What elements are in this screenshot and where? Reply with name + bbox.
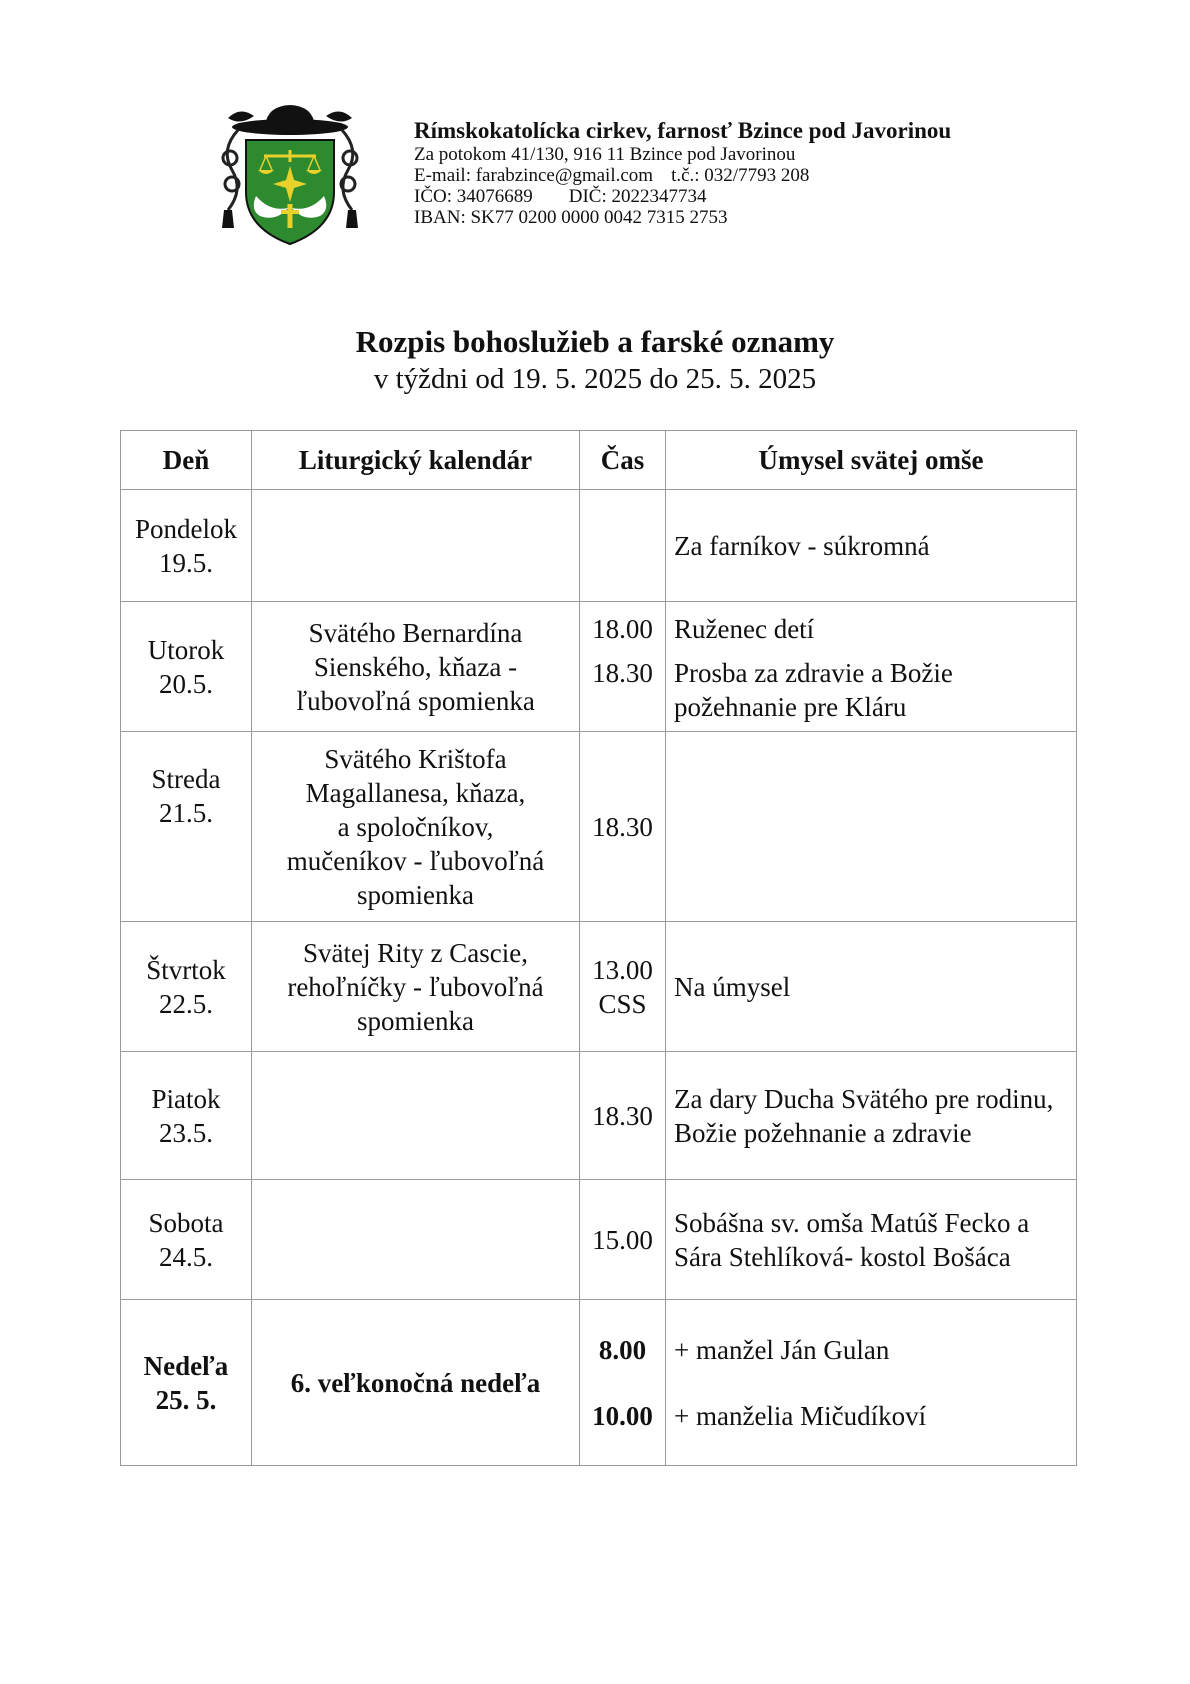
day-date: 23.5. xyxy=(159,1117,213,1148)
day-date: 22.5. xyxy=(159,988,213,1019)
phone: t.č.: 032/7793 208 xyxy=(671,165,810,186)
day-cell xyxy=(121,732,252,922)
header-liturgy: Liturgický kalendár xyxy=(252,431,580,490)
intention-cell xyxy=(666,1180,1077,1300)
day-cell xyxy=(121,1180,252,1300)
day-cell xyxy=(121,922,252,1052)
mass-time: 18.30 xyxy=(592,658,653,688)
liturgy-line: Svätej Rity z Cascie, xyxy=(303,937,528,968)
liturgy-line: Svätého Bernardína xyxy=(308,617,523,648)
liturgy-cell xyxy=(252,922,580,1052)
page-title: Rozpis bohoslužieb a farské oznamy xyxy=(355,324,835,359)
liturgy-line: Sienského, kňaza - xyxy=(313,651,518,682)
intention: Ruženec detí xyxy=(674,614,815,644)
time-cell xyxy=(580,922,666,1052)
intention-cell xyxy=(666,1052,1077,1180)
liturgy-line: Svätého Krištofa xyxy=(324,743,507,774)
day-date: 25. 5. xyxy=(155,1384,217,1415)
intention: Na úmysel xyxy=(674,971,791,1002)
intention-cell xyxy=(666,602,1077,732)
liturgy-line: ľubovoľná spomienka xyxy=(296,685,535,716)
intention: Sobášna sv. omša Matúš Fecko a Sára Stehlíková- kostol Bošáca xyxy=(674,1207,1030,1272)
mass-time: 15.00 xyxy=(592,1224,653,1255)
mass-time: 8.00 xyxy=(598,1334,647,1365)
liturgy-cell xyxy=(252,490,580,602)
liturgy-cell xyxy=(252,1300,580,1466)
liturgy-cell xyxy=(252,1180,580,1300)
time-cell xyxy=(580,1052,666,1180)
time-cell xyxy=(580,490,666,602)
liturgy-line: spomienka xyxy=(357,879,474,910)
table-row xyxy=(121,922,1077,1052)
table-row xyxy=(121,602,1077,732)
liturgy-line: Magallanesa, kňaza, xyxy=(305,777,526,808)
intention: Prosba za zdravie a Božie požehnanie pre Kláru xyxy=(674,658,953,722)
liturgy-line: a spoločníkov, xyxy=(337,811,494,842)
liturgy-cell xyxy=(252,602,580,732)
mass-time: 18.30 xyxy=(592,1100,653,1131)
day-cell xyxy=(121,1300,252,1466)
liturgy-line: rehoľníčky - ľubovoľná xyxy=(287,971,544,1002)
intention: Za dary Ducha Svätého pre rodinu, Božie požehnanie a zdravie xyxy=(674,1083,1054,1148)
liturgy-cell xyxy=(252,732,580,922)
intention: Za farníkov - súkromná xyxy=(674,530,930,561)
liturgy-cell xyxy=(252,1052,580,1180)
day-name: Nedeľa xyxy=(143,1350,229,1381)
time-cell xyxy=(580,732,666,922)
schedule-table xyxy=(120,430,1077,1466)
day-date: 19.5. xyxy=(159,547,213,578)
parish-header xyxy=(414,118,951,228)
mass-time: 18.30 xyxy=(592,811,653,842)
intention-cell xyxy=(666,1300,1077,1466)
day-date: 24.5. xyxy=(159,1241,213,1272)
intention: + manželia Mičudíkoví xyxy=(674,1400,927,1431)
table-row xyxy=(121,490,1077,602)
day-name: Štvrtok xyxy=(146,954,226,985)
day-name: Piatok xyxy=(151,1083,221,1114)
mass-time: 13.00 xyxy=(592,954,653,985)
header-day: Deň xyxy=(121,431,252,490)
table-row xyxy=(121,732,1077,922)
dic: DIČ: 2022347734 xyxy=(568,186,707,207)
day-cell xyxy=(121,490,252,602)
header-intention: Úmysel svätej omše xyxy=(666,431,1077,490)
address: Za potokom 41/130, 916 11 Bzince pod Javorinou xyxy=(414,144,796,165)
day-name: Pondelok xyxy=(134,513,237,544)
table-header-row xyxy=(121,431,1077,490)
iban: IBAN: SK77 0200 0000 0042 7315 2753 xyxy=(414,207,728,228)
day-date: 21.5. xyxy=(159,798,213,828)
liturgy-line: mučeníkov - ľubovoľná xyxy=(286,845,545,876)
email: E-mail: farabzince@gmail.com xyxy=(414,165,654,186)
mass-time: 18.00 xyxy=(592,614,653,644)
liturgy-line: 6. veľkonočná nedeľa xyxy=(290,1367,541,1398)
table-row xyxy=(121,1300,1077,1466)
intention: + manžel Ján Gulan xyxy=(674,1334,890,1365)
table-row xyxy=(121,1180,1077,1300)
liturgy-line: spomienka xyxy=(357,1005,474,1036)
mass-time: 10.00 xyxy=(592,1400,653,1431)
intention-cell xyxy=(666,490,1077,602)
time-cell xyxy=(580,1180,666,1300)
header-time: Čas xyxy=(580,431,666,490)
ico: IČO: 34076689 xyxy=(414,186,533,207)
day-date: 20.5. xyxy=(159,668,213,699)
time-cell xyxy=(580,602,666,732)
day-cell xyxy=(121,602,252,732)
mass-location: CSS xyxy=(598,988,647,1019)
intention-cell xyxy=(666,732,1077,922)
time-cell xyxy=(580,1300,666,1466)
tax-ids-line xyxy=(414,186,951,207)
organization-name: Rímskokatolícka cirkev, farnosť Bzince pod Javorinou xyxy=(414,118,952,143)
page-subtitle: v týždni od 19. 5. 2025 do 25. 5. 2025 xyxy=(373,363,817,395)
parish-crest-logo xyxy=(210,100,370,250)
day-name: Streda xyxy=(151,764,221,794)
day-name: Sobota xyxy=(148,1207,224,1238)
day-name: Utorok xyxy=(147,634,225,665)
table-row xyxy=(121,1052,1077,1180)
day-cell xyxy=(121,1052,252,1180)
contact-line xyxy=(414,165,951,186)
intention-cell xyxy=(666,922,1077,1052)
